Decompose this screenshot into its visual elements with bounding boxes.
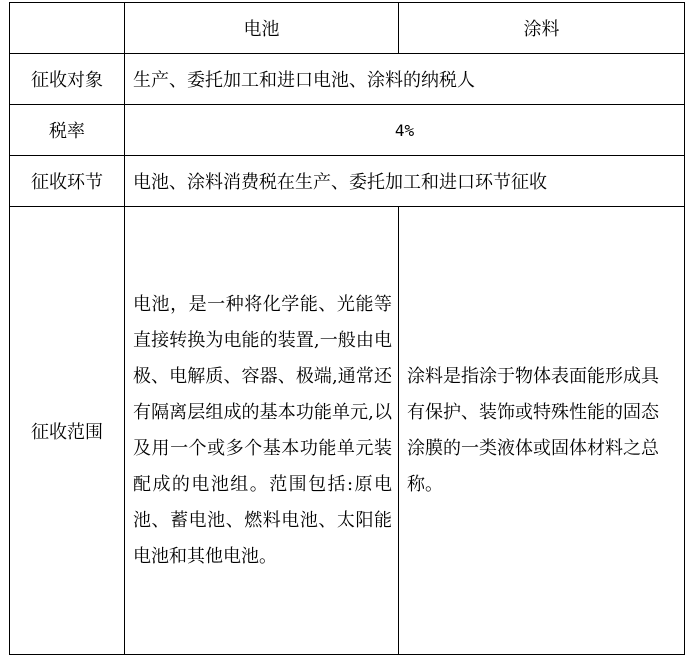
rate-value: 4%: [125, 105, 685, 156]
header-row: [10, 3, 685, 54]
scope-battery-text: 电池，是一种将化学能、光能等直接转换为电能的装置,一般由电极、电解质、容器、极端,通常还有隔离层组成的基本功能单元,以及用一个或多个基本功能单元装配成的电池组。范围包括:原电池、蓄电池、燃料电池、太阳能电池和其他电池。: [125, 207, 399, 655]
rate-label: 税率: [10, 105, 125, 156]
header-blank-cell: [10, 3, 125, 54]
scope-row: [10, 207, 685, 655]
header-coating-cell: 涂料: [399, 3, 685, 54]
header-battery-cell: 电池: [125, 3, 399, 54]
scope-label: 征收范围: [10, 207, 125, 655]
taxpayer-value: 生产、委托加工和进口电池、涂料的纳税人: [125, 54, 685, 105]
stage-value: 电池、涂料消费税在生产、委托加工和进口环节征收: [125, 156, 685, 207]
taxpayer-label: 征收对象: [10, 54, 125, 105]
scope-coating-text: 涂料是指涂于物体表面能形成具有保护、装饰或特殊性能的固态涂膜的一类液体或固体材料之总称。: [399, 207, 685, 655]
taxpayer-row: [10, 54, 685, 105]
stage-label: 征收环节: [10, 156, 125, 207]
consumption-tax-table: [9, 2, 685, 655]
stage-row: [10, 156, 685, 207]
rate-row: [10, 105, 685, 156]
